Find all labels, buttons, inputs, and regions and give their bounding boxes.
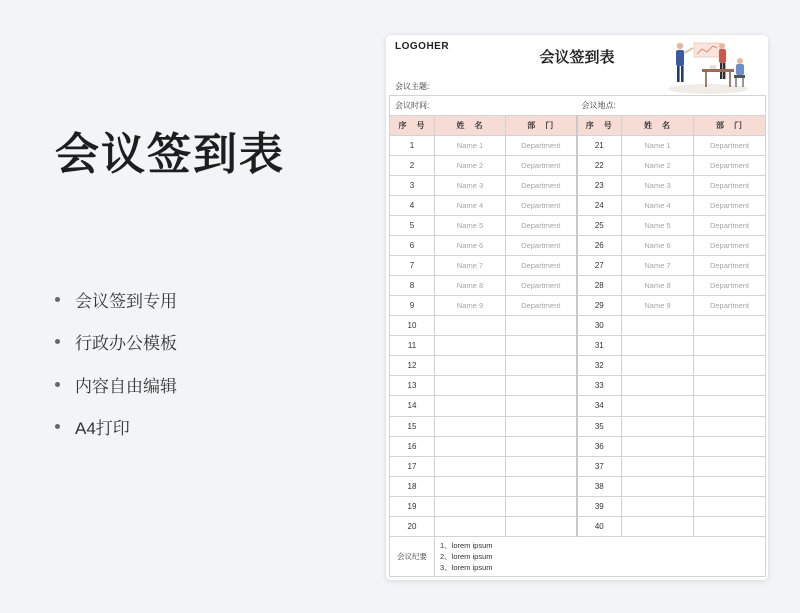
table-row — [390, 256, 766, 276]
row-number: 33 — [577, 376, 622, 396]
row-name: Name 8 — [435, 276, 506, 296]
row-name — [435, 336, 506, 356]
row-number: 22 — [577, 156, 622, 176]
row-department — [694, 356, 766, 376]
meeting-time-label: 会议时间: — [390, 96, 577, 116]
table-row — [390, 316, 766, 336]
row-name — [435, 416, 506, 436]
table-row — [390, 156, 766, 176]
signin-table — [389, 95, 766, 577]
row-name — [622, 496, 694, 516]
row-department — [506, 436, 577, 456]
row-department — [694, 396, 766, 416]
table-row — [390, 336, 766, 356]
col-header-name: 姓 名 — [622, 116, 694, 136]
row-department: Department — [694, 156, 766, 176]
row-department: Department — [506, 176, 577, 196]
row-number: 15 — [390, 416, 435, 436]
row-department — [506, 456, 577, 476]
row-number: 23 — [577, 176, 622, 196]
row-name: Name 7 — [622, 256, 694, 276]
row-name: Name 6 — [435, 236, 506, 256]
table-row — [390, 236, 766, 256]
row-name — [435, 376, 506, 396]
row-number: 19 — [390, 496, 435, 516]
row-number: 9 — [390, 296, 435, 316]
row-number: 17 — [390, 456, 435, 476]
row-name: Name 6 — [622, 236, 694, 256]
document-preview — [386, 35, 768, 580]
row-name — [435, 456, 506, 476]
notes-item: 2、lorem ipsum — [440, 551, 493, 561]
row-name: Name 2 — [435, 156, 506, 176]
row-name — [435, 476, 506, 496]
row-number: 40 — [577, 516, 622, 536]
table-row — [390, 396, 766, 416]
row-number: 35 — [577, 416, 622, 436]
row-number: 24 — [577, 196, 622, 216]
feature-list — [55, 287, 177, 457]
row-name — [435, 496, 506, 516]
row-number: 21 — [577, 136, 622, 156]
row-department — [506, 396, 577, 416]
row-name — [435, 436, 506, 456]
row-number: 36 — [577, 436, 622, 456]
row-department — [506, 416, 577, 436]
bullet-dot-icon — [55, 297, 60, 302]
logo: LOGOHER — [395, 41, 450, 52]
row-name — [622, 436, 694, 456]
row-number: 4 — [390, 196, 435, 216]
table-row — [390, 516, 766, 536]
row-department: Department — [694, 196, 766, 216]
row-name: Name 8 — [622, 276, 694, 296]
row-department: Department — [506, 276, 577, 296]
col-header-number: 序 号 — [390, 116, 435, 136]
row-number: 18 — [390, 476, 435, 496]
meeting-illustration — [666, 37, 750, 95]
bullet-dot-icon — [55, 382, 60, 387]
feature-label: 内容自由编辑 — [75, 376, 177, 396]
row-name: Name 3 — [622, 176, 694, 196]
notes-item: 1、lorem ipsum — [440, 540, 493, 550]
feature-item — [55, 287, 177, 311]
row-department: Department — [694, 296, 766, 316]
row-department — [694, 436, 766, 456]
row-department — [506, 516, 577, 536]
row-department: Department — [694, 236, 766, 256]
row-name — [622, 416, 694, 436]
row-number: 31 — [577, 336, 622, 356]
table-row — [390, 376, 766, 396]
row-name: Name 2 — [622, 156, 694, 176]
table-row — [390, 196, 766, 216]
row-number: 8 — [390, 276, 435, 296]
row-department — [506, 336, 577, 356]
row-number: 20 — [390, 516, 435, 536]
row-number: 29 — [577, 296, 622, 316]
meeting-place-label: 会议地点: — [577, 96, 766, 116]
row-number: 12 — [390, 356, 435, 376]
table-row — [390, 456, 766, 476]
row-name — [622, 476, 694, 496]
col-header-name: 姓 名 — [435, 116, 506, 136]
feature-item — [55, 415, 177, 439]
row-department: Department — [506, 236, 577, 256]
row-number: 3 — [390, 176, 435, 196]
info-row — [390, 96, 766, 116]
row-name: Name 1 — [622, 136, 694, 156]
row-number: 32 — [577, 356, 622, 376]
row-department — [694, 416, 766, 436]
row-number: 10 — [390, 316, 435, 336]
bullet-dot-icon — [55, 339, 60, 344]
row-department — [506, 496, 577, 516]
row-number: 7 — [390, 256, 435, 276]
row-number: 39 — [577, 496, 622, 516]
hero-title: 会议签到表 — [55, 130, 285, 179]
notes-label: 会议纪要 — [390, 536, 435, 576]
row-number: 2 — [390, 156, 435, 176]
row-number: 14 — [390, 396, 435, 416]
row-number: 16 — [390, 436, 435, 456]
row-department — [694, 496, 766, 516]
row-department — [506, 316, 577, 336]
row-name: Name 9 — [435, 296, 506, 316]
row-name: Name 3 — [435, 176, 506, 196]
table-row — [390, 356, 766, 376]
row-department — [506, 356, 577, 376]
feature-label: 会议签到专用 — [75, 291, 177, 311]
row-department: Department — [506, 256, 577, 276]
feature-label: 行政办公模板 — [75, 334, 177, 353]
notes-row — [390, 536, 766, 576]
row-department — [694, 456, 766, 476]
row-number: 34 — [577, 396, 622, 416]
row-name — [435, 356, 506, 376]
table-row — [390, 276, 766, 296]
row-name — [622, 376, 694, 396]
row-name — [435, 396, 506, 416]
row-department — [694, 316, 766, 336]
table-row — [390, 136, 766, 156]
bullet-dot-icon — [55, 424, 60, 429]
row-name: Name 4 — [622, 196, 694, 216]
table-row — [390, 476, 766, 496]
row-number: 27 — [577, 256, 622, 276]
row-department: Department — [694, 276, 766, 296]
row-department: Department — [506, 136, 577, 156]
row-department — [694, 516, 766, 536]
row-number: 11 — [390, 336, 435, 356]
col-header-number: 序 号 — [577, 116, 622, 136]
row-number: 1 — [390, 136, 435, 156]
row-department: Department — [506, 296, 577, 316]
row-department — [694, 476, 766, 496]
row-number: 26 — [577, 236, 622, 256]
row-department — [506, 476, 577, 496]
row-number: 28 — [577, 276, 622, 296]
col-header-department: 部 门 — [506, 116, 577, 136]
feature-item — [55, 372, 177, 396]
row-name — [622, 396, 694, 416]
row-department — [694, 376, 766, 396]
feature-item — [55, 330, 177, 354]
row-number: 13 — [390, 376, 435, 396]
row-number: 37 — [577, 456, 622, 476]
row-department — [694, 336, 766, 356]
row-name — [622, 336, 694, 356]
row-department: Department — [506, 156, 577, 176]
row-name — [622, 456, 694, 476]
row-number: 38 — [577, 476, 622, 496]
table-row — [390, 436, 766, 456]
row-department: Department — [506, 196, 577, 216]
row-name — [622, 516, 694, 536]
table-row — [390, 296, 766, 316]
row-department — [506, 376, 577, 396]
table-row — [390, 176, 766, 196]
row-number: 6 — [390, 236, 435, 256]
col-header-department: 部 门 — [694, 116, 766, 136]
row-name: Name 1 — [435, 136, 506, 156]
row-name: Name 5 — [435, 216, 506, 236]
table-row — [390, 496, 766, 516]
notes-body — [435, 536, 766, 576]
row-department: Department — [694, 176, 766, 196]
table-row — [390, 416, 766, 436]
row-number: 25 — [577, 216, 622, 236]
row-name: Name 4 — [435, 196, 506, 216]
row-name — [622, 356, 694, 376]
row-department: Department — [694, 216, 766, 236]
row-number: 5 — [390, 216, 435, 236]
table-header-row — [390, 116, 766, 136]
row-department: Department — [694, 136, 766, 156]
row-name — [622, 316, 694, 336]
row-name: Name 9 — [622, 296, 694, 316]
document-title: 会议签到表 — [539, 49, 615, 66]
row-number: 30 — [577, 316, 622, 336]
row-name — [435, 316, 506, 336]
row-department: Department — [506, 216, 577, 236]
feature-label: A4打印 — [75, 419, 130, 438]
row-name — [435, 516, 506, 536]
notes-item: 3、lorem ipsum — [440, 562, 493, 572]
table-row — [390, 216, 766, 236]
meeting-topic-label: 会议主题: — [395, 82, 430, 91]
row-name: Name 7 — [435, 256, 506, 276]
row-name: Name 5 — [622, 216, 694, 236]
row-department: Department — [694, 256, 766, 276]
